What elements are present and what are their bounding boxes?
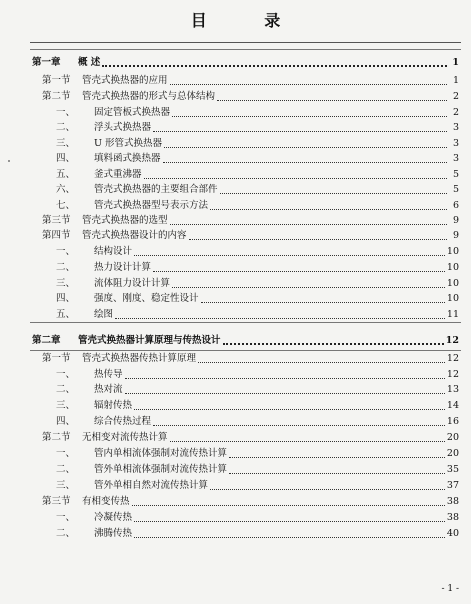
- toc-entry-number: 七、: [56, 200, 76, 211]
- toc-entry-item[interactable]: [56, 368, 459, 382]
- toc-entry-title: 概 述: [78, 57, 101, 68]
- toc-entry-number: 三、: [56, 138, 76, 149]
- toc-entry-title: 热传导: [94, 369, 123, 380]
- toc-entry-number: 六、: [56, 184, 76, 195]
- toc-entry-title: 管壳式换热器计算原理与传热设计: [78, 335, 221, 346]
- toc-entry-page: 10: [446, 278, 459, 289]
- dot-leader: [170, 83, 447, 85]
- toc-entry-item[interactable]: [56, 479, 459, 493]
- dot-leader: [125, 377, 445, 379]
- toc-entry-item[interactable]: [56, 415, 459, 429]
- toc-entry-page: 38: [446, 496, 459, 507]
- dot-leader: [170, 223, 447, 225]
- dot-leader: [223, 342, 444, 345]
- toc-entry-page: 5: [452, 169, 459, 180]
- dot-leader: [115, 317, 445, 319]
- toc-entry-number: 五、: [56, 169, 76, 180]
- toc-entry-page: 40: [446, 528, 459, 539]
- toc-entry-item[interactable]: [56, 308, 459, 322]
- toc-entry-title: U 形管式换热器: [94, 138, 163, 149]
- toc-entry-title: 有相变传热: [82, 496, 130, 507]
- toc-entry-number: 第三节: [42, 215, 71, 226]
- toc-entry-title: 管壳式换热器的选型: [82, 215, 168, 226]
- toc-entry-number: 三、: [56, 278, 76, 289]
- toc-entry-number: 三、: [56, 400, 76, 411]
- toc-entry-item[interactable]: [56, 183, 459, 197]
- toc-entry-item[interactable]: [56, 511, 459, 525]
- toc-entry-page: 11: [446, 309, 459, 320]
- toc-entry-item[interactable]: [56, 292, 459, 306]
- toc-entry-number: 第二章: [32, 335, 61, 346]
- toc-entry-title: 浮头式换热器: [94, 122, 152, 133]
- toc-entry-number: 五、: [56, 309, 76, 320]
- toc-entry-item[interactable]: [56, 106, 459, 120]
- toc-entry-title: 管外单相自然对流传热计算: [94, 480, 209, 491]
- toc-entry-section[interactable]: [42, 495, 459, 509]
- toc-entry-title: 流体阻力设计计算: [94, 278, 171, 289]
- toc-entry-title: 固定管板式换热器: [94, 107, 171, 118]
- toc-entry-page: 20: [446, 448, 459, 459]
- toc-entry-page: 3: [452, 138, 459, 149]
- dot-leader: [153, 424, 445, 426]
- toc-entry-number: 第一章: [32, 57, 61, 68]
- toc-entry-page: 12: [446, 353, 459, 364]
- toc-entry-section[interactable]: [42, 352, 459, 366]
- dot-leader: [172, 115, 447, 117]
- toc-entry-page: 37: [446, 480, 459, 491]
- toc-entry-number: 二、: [56, 384, 76, 395]
- toc-entry-page: 9: [452, 215, 459, 226]
- toc-entry-item[interactable]: [56, 447, 459, 461]
- toc-entry-page: 3: [452, 153, 459, 164]
- dot-leader: [163, 161, 447, 163]
- toc-entry-item[interactable]: [56, 527, 459, 541]
- chapter-divider: [30, 350, 461, 351]
- toc-entry-title: 辐射传热: [94, 400, 133, 411]
- dot-leader: [229, 456, 445, 458]
- toc-entry-item[interactable]: [56, 121, 459, 135]
- dot-leader: [170, 440, 445, 442]
- dot-leader: [102, 64, 447, 67]
- toc-entry-title: 绘图: [94, 309, 114, 320]
- toc-entry-page: 6: [452, 200, 459, 211]
- dot-leader: [210, 208, 447, 210]
- page-number: - 1 -: [441, 584, 459, 594]
- toc-entry-page: 14: [446, 400, 459, 411]
- toc-entry-item[interactable]: [56, 463, 459, 477]
- dot-leader: [198, 361, 445, 363]
- toc-entry-title: 无相变对流传热计算: [82, 432, 168, 443]
- toc-entry-page: 5: [452, 184, 459, 195]
- toc-entry-title: 结构设计: [94, 246, 133, 257]
- toc-entry-page: 16: [446, 416, 459, 427]
- toc-entry-item[interactable]: [56, 245, 459, 259]
- toc-entry-number: 二、: [56, 122, 76, 133]
- toc-entry-number: 第一节: [42, 75, 71, 86]
- toc-entry-title: 管内单相流体强制对流传热计算: [94, 448, 228, 459]
- toc-entry-title: 管壳式换热器的形式与总体结构: [82, 91, 216, 102]
- toc-entry-number: 一、: [56, 512, 76, 523]
- dot-leader: [134, 254, 445, 256]
- toc-entry-title: 沸腾传热: [94, 528, 133, 539]
- toc-entry-number: 第二节: [42, 91, 71, 102]
- toc-entry-item[interactable]: [56, 399, 459, 413]
- toc-entry-page: 10: [446, 246, 459, 257]
- toc-entry-section[interactable]: [42, 74, 459, 88]
- toc-entry-page: 35: [446, 464, 459, 475]
- toc-entry-page: 2: [452, 91, 459, 102]
- toc-entry-page: 2: [452, 107, 459, 118]
- toc-entry-title: 管壳式换热器传热计算原理: [82, 353, 197, 364]
- toc-entry-page: 10: [446, 262, 459, 273]
- toc-entry-section[interactable]: [42, 90, 459, 104]
- dot-leader: [153, 270, 445, 272]
- toc-entry-item[interactable]: [56, 383, 459, 397]
- toc-entry-page: 9: [452, 230, 459, 241]
- toc-entry-page: 13: [446, 384, 459, 395]
- toc-entry-number: 四、: [56, 293, 76, 304]
- dot-leader: [210, 488, 445, 490]
- toc-entry-number: 第三节: [42, 496, 71, 507]
- toc-entry-page: 12: [445, 335, 459, 346]
- toc-entry-page: 1: [452, 57, 459, 68]
- toc-entry-section[interactable]: [42, 431, 459, 445]
- dot-leader: [220, 192, 447, 194]
- toc-entry-item[interactable]: [56, 152, 459, 166]
- toc-entry-page: 20: [446, 432, 459, 443]
- dot-leader: [144, 177, 447, 179]
- toc-entry-number: 二、: [56, 262, 76, 273]
- toc-entry-item[interactable]: [56, 137, 459, 151]
- toc-entry-item[interactable]: [56, 168, 459, 182]
- toc-entry-item[interactable]: [56, 277, 459, 291]
- scan-speck: [8, 160, 10, 162]
- dot-leader: [125, 392, 445, 394]
- dot-leader: [132, 504, 445, 506]
- chapter-divider: [30, 322, 461, 323]
- toc-entry-page: 10: [446, 293, 459, 304]
- toc-entry-title: 冷凝传热: [94, 512, 133, 523]
- toc-entry-item[interactable]: [56, 261, 459, 275]
- dot-leader: [134, 520, 445, 522]
- toc-entry-number: 一、: [56, 369, 76, 380]
- toc-entry-item[interactable]: [56, 199, 459, 213]
- toc-entry-chapter[interactable]: [32, 334, 459, 348]
- toc-entry-section[interactable]: [42, 214, 459, 228]
- toc-entry-number: 第一节: [42, 353, 71, 364]
- toc-entry-title: 热力设计计算: [94, 262, 152, 273]
- dot-leader: [172, 286, 445, 288]
- toc-entry-number: 一、: [56, 448, 76, 459]
- toc-entry-title: 填料函式换热器: [94, 153, 161, 164]
- toc-entry-title: 热对流: [94, 384, 123, 395]
- toc-entry-title: 管壳式换热器设计的内容: [82, 230, 187, 241]
- toc-entry-page: 1: [452, 75, 459, 86]
- toc-entry-number: 三、: [56, 480, 76, 491]
- dot-leader: [201, 301, 445, 303]
- toc-entry-title: 强度、刚度、稳定性设计: [94, 293, 199, 304]
- toc-entry-number: 第二节: [42, 432, 71, 443]
- page-title: 目 录: [190, 11, 307, 30]
- dot-leader: [189, 238, 447, 240]
- toc-entry-title: 管壳式换热器的应用: [82, 75, 168, 86]
- toc-entry-number: 第四节: [42, 230, 71, 241]
- toc-entry-page: 12: [446, 369, 459, 380]
- toc-entry-number: 二、: [56, 528, 76, 539]
- toc-entry-chapter[interactable]: [32, 56, 459, 70]
- chapter-divider: [30, 49, 461, 50]
- toc-entry-section[interactable]: [42, 229, 459, 243]
- dot-leader: [229, 472, 445, 474]
- toc-entry-title: 管壳式换热器的主要组合部件: [94, 184, 218, 195]
- dot-leader: [134, 536, 445, 538]
- toc-entry-title: 综合传热过程: [94, 416, 152, 427]
- dot-leader: [153, 130, 447, 132]
- title-divider: [30, 42, 461, 43]
- toc-entry-number: 四、: [56, 153, 76, 164]
- toc-entry-number: 一、: [56, 246, 76, 257]
- toc-entry-page: 3: [452, 122, 459, 133]
- toc-entry-title: 釜式重沸器: [94, 169, 142, 180]
- toc-entry-number: 一、: [56, 107, 76, 118]
- toc-entry-number: 二、: [56, 464, 76, 475]
- toc-entry-title: 管外单相流体强制对流传热计算: [94, 464, 228, 475]
- toc-entry-number: 四、: [56, 416, 76, 427]
- dot-leader: [134, 408, 445, 410]
- toc-entry-page: 38: [446, 512, 459, 523]
- dot-leader: [164, 146, 447, 148]
- dot-leader: [217, 99, 447, 101]
- toc-entry-title: 管壳式换热器型号表示方法: [94, 200, 209, 211]
